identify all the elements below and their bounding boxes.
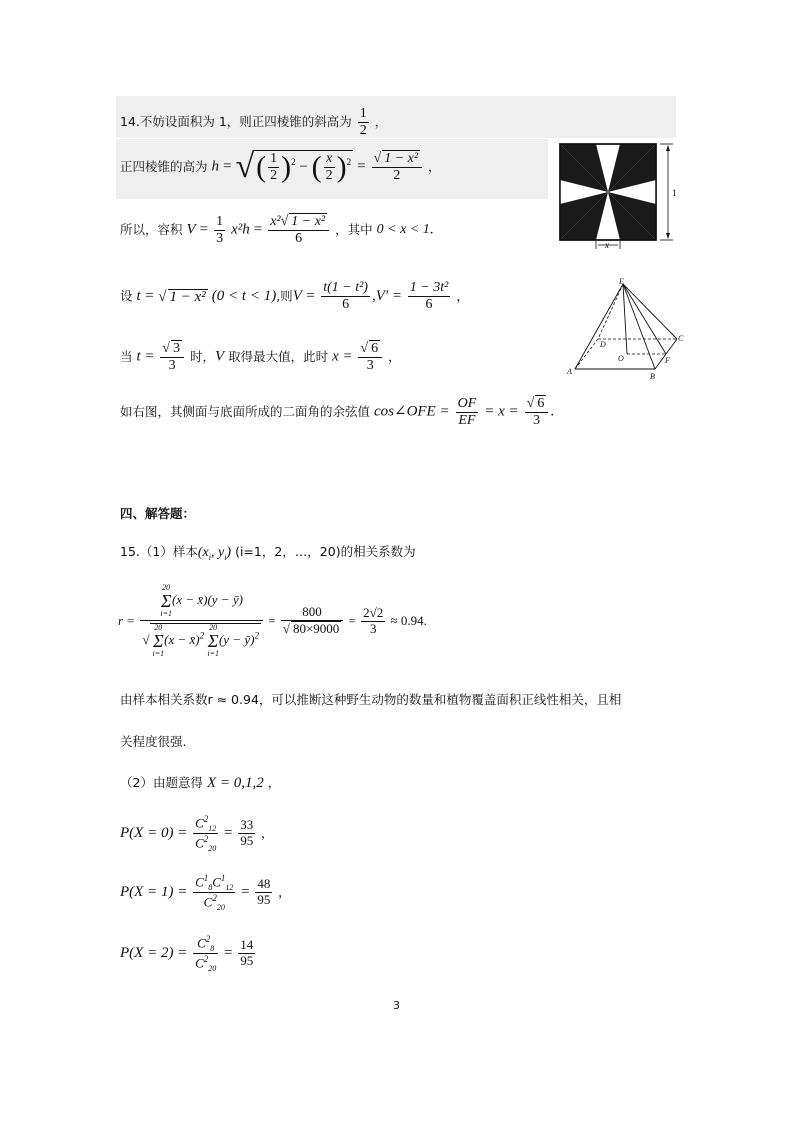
prob-x1: P(X = 1) = $\frac{C^1_8C^1_{12}}{C^2_{20}}$ = $\frac{48}{95}$ ，	[120, 873, 291, 913]
q15-line1: 15.（1）样本($x_i$, $y_i$) (i=1，2，…，20)的相关系数为	[120, 544, 416, 562]
point-O-label: O	[618, 354, 624, 363]
q15-line3: 关程度很强.	[120, 734, 187, 749]
q15-line2: 由样本相关系数r ≈ 0.94，可以推断这种野生动物的数量和植物覆盖面积正线性相关，且相	[120, 692, 622, 707]
vertex-A-label: A	[567, 367, 572, 376]
q15-line4: （2）由题意得 X = 0,1,2 ，	[120, 775, 281, 791]
q14-line3: 所以，容积 V = $\frac{1}{3}$ x²h = $\frac{\text{x²√ 1 − x²}}{6}$ ，其中 0 < x < 1.	[120, 213, 434, 247]
side-length-label: 1	[672, 188, 677, 198]
section-heading: 四、解答题：	[120, 506, 196, 521]
q14-line1: 14.不妨设面积为 1，则正四棱锥的斜高为 $\frac{1}{2}$ ，	[120, 106, 388, 139]
radical-sign: √	[235, 148, 255, 186]
correlation-fraction: 20 Σ i=1(x − x̄)(y − ȳ) √20 Σ i=1(x − x̄)$^2$ 20 Σ i=1(y − ȳ)$^2$	[140, 584, 263, 658]
pyramid-figure	[560, 275, 690, 385]
prob-x2: P(X = 2) = $\frac{C^2_8}{C^2_{20}}$ = $\frac{14}{95}$	[120, 934, 254, 974]
q14-line6: 如右图，其侧面与底面所成的二面角的余弦值 cos∠OFE = $\frac{OF}{EF}$ = x = $\frac{√ 6}{3}$ .	[120, 395, 555, 429]
q14-line4: 设 t = √ 1 − x² (0 < t < 1),则V = $\frac{\text{t(1 − t²)}}{6}$ ,V′ = $\frac{\text{1 − 3t²}}{6}$ ，	[120, 280, 469, 313]
q14-line5: 当 t = $\frac{√ 3}{3}$ 时，V 取得最大值，此时 x = $\frac{√ 6}{3}$ ，	[120, 341, 401, 374]
vt-fraction: $\frac{\text{t(1 − t²)}}{6}$	[323, 280, 368, 313]
correlation-formula: r = 20 Σ i=1(x − x̄)(y − ȳ) √20 Σ i=1(x − x̄)$^2$ 20 Σ i=1(y − ȳ)$^2$ = $\frac{800}{√ 80\times 9000}$ = $\frac{2√2}{3}$ ≈ 0.94.	[118, 583, 427, 658]
vertex-B-label: B	[650, 372, 655, 381]
volume-fraction: $\frac{\text{x²√ 1 − x²}}{6}$	[268, 213, 329, 247]
slant-height-fraction: $\frac{1}{2}$	[359, 106, 367, 139]
q14-line1-text: 14.不妨设面积为 1，则正四棱锥的斜高为	[120, 114, 352, 130]
vertex-D-label: D	[600, 340, 606, 349]
vertex-E-label: E	[619, 277, 624, 286]
height-label: 正四棱锥的高为	[120, 158, 208, 174]
vertex-C-label: C	[678, 334, 684, 343]
page-number: 3	[393, 999, 400, 1012]
q14-line2: 正四棱锥的高为 h = √( $\frac{1}{2}$ )$^2$ − ( $\frac{x}{2}$ )$^2$ = $\frac{\text{√ 1 − x²}}{2}$ ，	[120, 148, 441, 186]
square-net-figure	[555, 140, 680, 250]
bottom-length-label: x	[605, 240, 609, 250]
vprime-fraction: $\frac{\text{1 − 3t²}}{6}$	[409, 280, 449, 313]
height-result-fraction: $\frac{\text{√ 1 − x²}}{2}$	[372, 150, 423, 184]
point-F-label: F	[665, 356, 670, 365]
height-radicand: ( $\frac{1}{2}$ )$^2$ − ( $\frac{x}{2}$ )$^2$	[256, 150, 352, 184]
prob-x0: P(X = 0) = $\frac{C^2_{12}}{C^2_{20}}$ = $\frac{33}{95}$ ，	[120, 814, 274, 854]
